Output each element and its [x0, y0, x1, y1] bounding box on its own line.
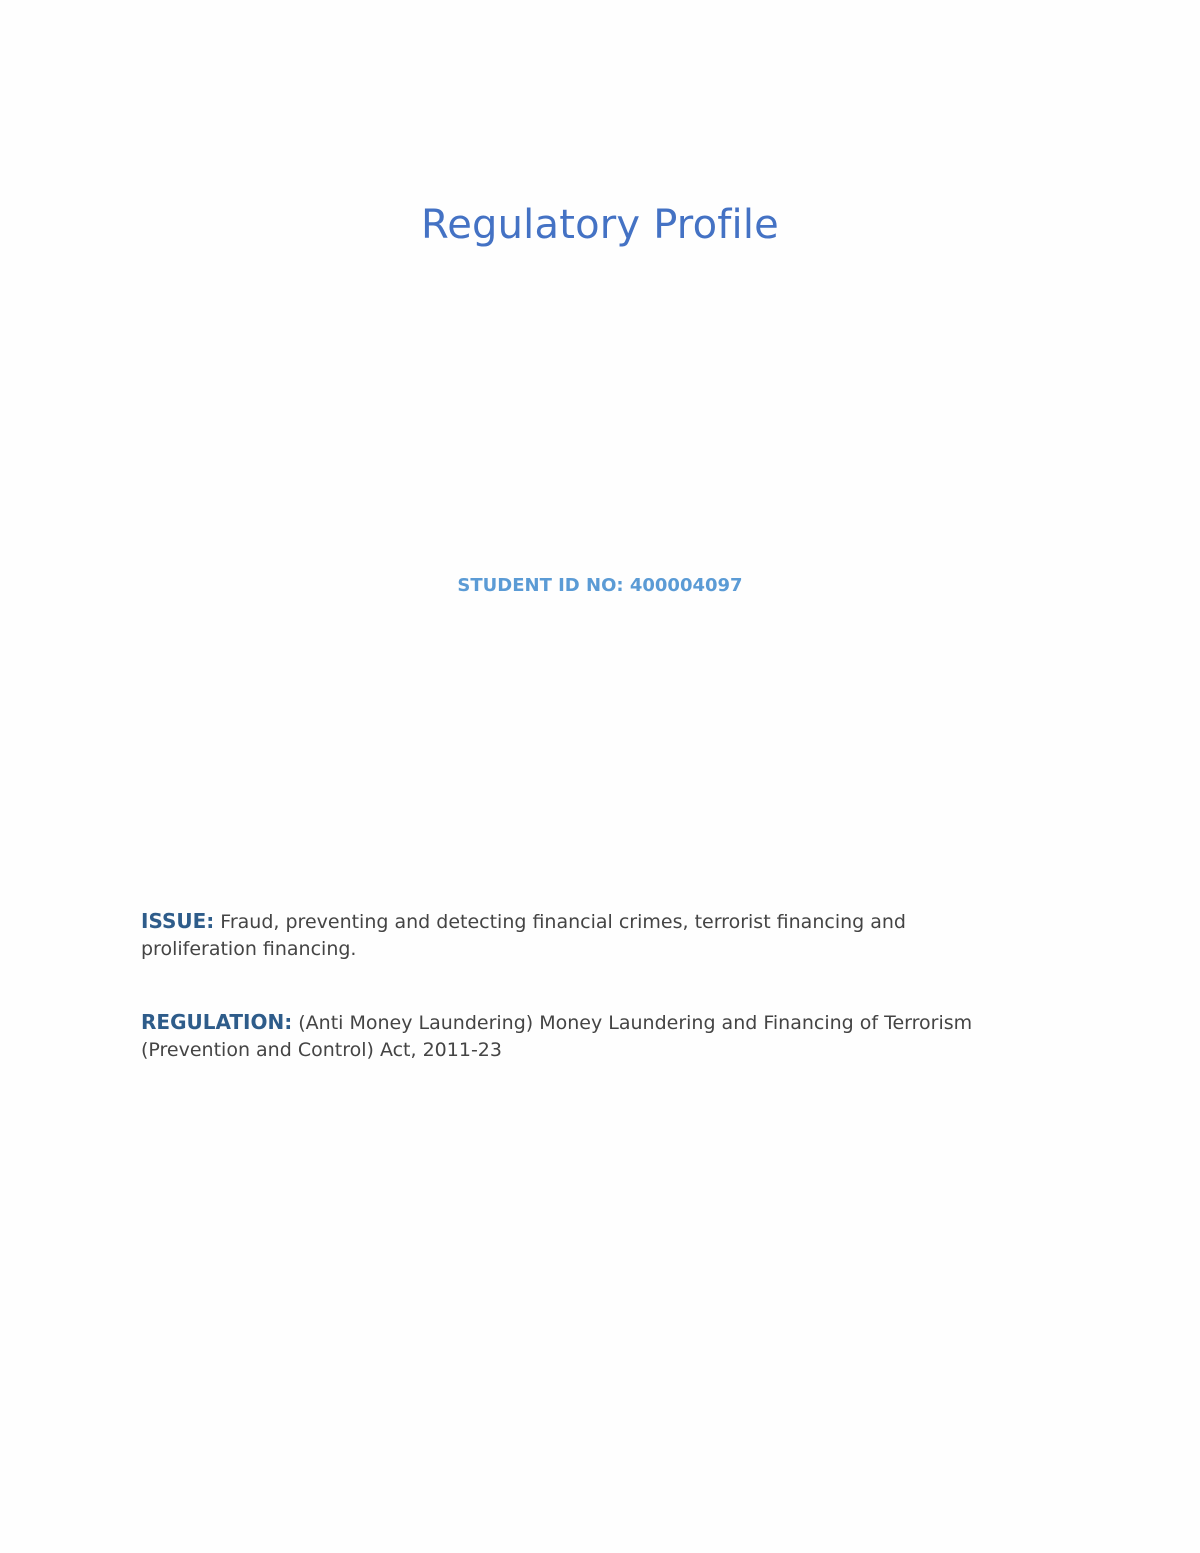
document-title: Regulatory Profile: [421, 202, 779, 248]
issue-text: Fraud, preventing and detecting financial crimes, terrorist financing and proliferation financing.: [141, 911, 906, 960]
issue-label: ISSUE:: [141, 909, 215, 933]
regulation-paragraph: [141, 1009, 1021, 1064]
issue-paragraph: [141, 908, 1021, 963]
regulation-text: (Anti Money Laundering) Money Laundering and Financing of Terrorism (Prevention and Control) Act, 2011-23: [141, 1012, 973, 1061]
student-id-line: STUDENT ID NO: 400004097: [457, 575, 743, 596]
regulation-label: REGULATION:: [141, 1010, 293, 1034]
